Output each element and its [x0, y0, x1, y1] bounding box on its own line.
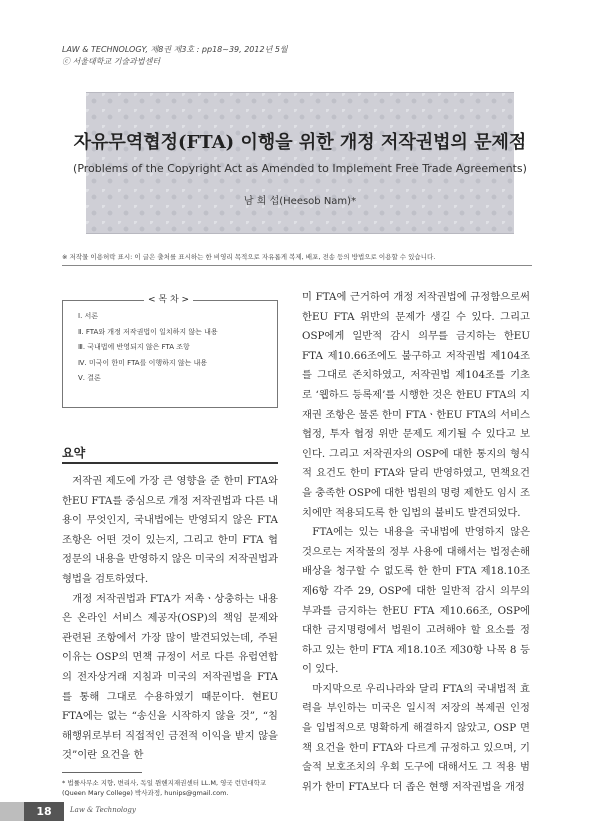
body-paragraph: 미 FTA에 근거하여 개정 저작권법에 규정함으로써 한EU FTA 위반의 문제가 생길 수 있다. 그리고 OSP에게 일반적 감시 의무를 금지하는 한EU FTA 제10.66조에도 불구하고 저작권법 제104조를 그대로 존치하였고, 저작권법 제104조를 기초로 ‘웹하드 등록제’를 시행한 것은 한EU FTA의 지재권 조항은 물론 한미 FTAㆍ한EU FTA의 서비스 협정, 투자 협정 위반 문제도 제기될 수 있다고 보인다. 그리고 저작권자의 OSP에 대한 통지의 형식적 요건도 한미 FTA와 달리 반영하였고, 면책요건을 충족한 OSP에 대한 법원의 명령 제한도 임시 조치에만 적용되도록 한 입법의 불비도 발견되었다. [302, 291, 530, 519]
toc-list [78, 309, 218, 387]
body-paragraph: 마지막으로 우리나라와 달리 FTA의 국내법적 효력을 부인하는 미국은 일시적 저장의 복제권 인정을 입법적으로 명확하게 해결하지 않았고, OSP 면책 요건을 한미 FTA와 다르게 규정하고 있으며, 기술적 보호조치의 우회 도구에 대해서도 그 적용 범위가 한미 FTA보다 더 좁은 현행 저작권법을 개정 [302, 682, 530, 793]
toc-item[interactable]: Ⅲ. 국내법에 반영되지 않은 FTA 조항 [78, 343, 190, 351]
author-line: 남 희 섭(Heesob Nam)* [243, 196, 357, 207]
footer-stripe [0, 802, 24, 821]
page-number: 18 [24, 802, 64, 821]
publisher-line: ⓒ 서울대학교 기술과법센터 [62, 57, 161, 66]
title-english: (Problems of the Copyright Act as Amended to Implement Free Trade Agreements) [73, 162, 527, 175]
summary-divider [62, 462, 278, 464]
left-column [62, 472, 278, 766]
toc-item[interactable]: Ⅱ. FTA와 개정 저작권법이 일치하지 않는 내용 [78, 327, 218, 336]
toc-item[interactable]: Ⅴ. 결론 [78, 374, 101, 382]
author-footnote: * 법률사무소 지향, 변리사, 독일 뮌헨지재권센터 LL.M, 영국 런던대학교(Queen Mary College) 박사과정, hunips@gmail.com. [62, 779, 267, 797]
journal-citation: LAW & TECHNOLOGY, 제8권 제3호 : pp18~39, 2012년 5월 [62, 45, 288, 54]
toc-item[interactable]: Ⅳ. 미국이 한미 FTA를 이행하지 않는 내용 [78, 358, 208, 367]
body-paragraph: 개정 저작권법과 FTA가 저촉ㆍ상충하는 내용은 온라인 서비스 제공자(OSP)의 책임 문제와 관련된 조항에서 가장 많이 발견되었는데, 주된 이유는 OSP의 면책 규정이 서로 다른 유럽연합의 전자상거래 지침과 미국의 저작권법을 FTA를 통해 그대로 수용하였기 때문이다. 현EU FTA에는 없는 “송신을 시작하지 않을 것”, “침해행위로부터 직접적인 금전적 이익을 받지 않을 것”이란 요건을 한 [62, 592, 278, 762]
right-column [302, 288, 530, 797]
body-paragraph: 저작권 제도에 가장 큰 영향을 준 한미 FTA와 한EU FTA를 중심으로 개정 저작권법과 다른 내용이 무엇인지, 국내법에는 반영되지 않은 FTA 조항은 어떤 것이 있는지, 그리고 한미 FTA 협정문의 내용을 반영하지 않은 미국의 저작권법과 형법을 검토하였다. [62, 475, 278, 585]
body-paragraph: FTA에는 있는 내용을 국내법에 반영하지 않은 것으로는 저작물의 정부 사용에 대해서는 법정손해배상을 청구할 수 없도록 한 한미 FTA 제18.10조 제6항 각주 29, OSP에 대한 일반적 감시 의무의 부과를 금지하는 한EU FTA 제10.66조, OSP에 대한 금지명령에서 법원이 고려해야 할 요소를 정하고 있는 한미 FTA 제18.10조 제30항 나목 8 등이 있다. [302, 526, 530, 676]
toc-title: < 목 차 > [144, 292, 193, 305]
journal-header [62, 44, 288, 68]
toc-item[interactable]: Ⅰ. 서론 [78, 312, 99, 320]
title-korean: 자유무역협정(FTA) 이행을 위한 개정 저작권법의 문제점 [73, 132, 527, 153]
footnote-divider [62, 772, 142, 773]
summary-heading: 요약 [62, 446, 86, 460]
running-footer: Law & Technology [70, 806, 136, 814]
license-note: ※ 저작물 이용허락 표시: 이 글은 출처를 표시하는 한 비영리 목적으로 자유롭게 복제, 배포, 전송 등의 방법으로 이용할 수 있습니다. [62, 252, 532, 266]
